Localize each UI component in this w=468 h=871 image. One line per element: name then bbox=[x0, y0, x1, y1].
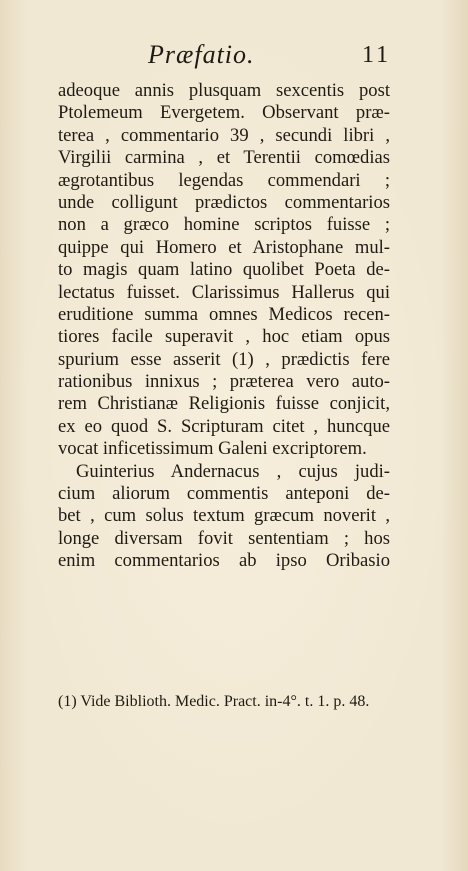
page-number: 11 bbox=[362, 42, 392, 68]
text-line: vocat inficetissimum Galeni excriptorem. bbox=[58, 438, 367, 460]
body-text bbox=[58, 80, 390, 573]
text-line: lectatus fuisset. Clarissimus Hallerus qui bbox=[58, 281, 390, 303]
footnote: (1) Vide Biblioth. Medic. Pract. in-4°. t. 1. p. 48. bbox=[58, 693, 370, 710]
page-header bbox=[0, 40, 468, 74]
text-line: terea , commentario 39 , secundi libri , bbox=[58, 124, 390, 146]
text-line: ægrotantibus legendas commendari ; bbox=[58, 169, 390, 191]
paragraph-first-line: Guinterius Andernacus , cujus judi- bbox=[76, 460, 390, 482]
text-line: rationibus innixus ; præterea vero auto- bbox=[58, 371, 390, 393]
text-line: eruditione summa omnes Medicos recen- bbox=[58, 303, 390, 325]
text-line: rem Christianæ Religionis fuisse conjicit, bbox=[58, 393, 390, 415]
text-line: unde colligunt prædictos commentarios bbox=[58, 191, 390, 213]
text-line: ex eo quod S. Scripturam citet , huncque bbox=[58, 415, 390, 437]
text-line: quippe qui Homero et Aristophane mul- bbox=[58, 236, 390, 258]
text-line: Ptolemeum Evergetem. Observant præ- bbox=[58, 102, 390, 124]
text-line: bet , cum solus textum græcum noverit , bbox=[58, 505, 390, 527]
text-line: spurium esse asserit (1) , prædictis fere bbox=[58, 348, 390, 370]
text-line: non a græco homine scriptos fuisse ; bbox=[58, 214, 390, 236]
text-line: adeoque annis plusquam sexcentis post bbox=[58, 80, 390, 101]
text-line: longe diversam fovit sententiam ; hos bbox=[58, 527, 390, 549]
text-line: to magis quam latino quolibet Poeta de- bbox=[58, 259, 390, 281]
running-title: Præfatio. bbox=[148, 40, 255, 69]
text-line: enim commentarios ab ipso Oribasio bbox=[58, 550, 390, 572]
text-line: Virgilii carmina , et Terentii comœdias bbox=[58, 147, 390, 169]
text-line: tiores facile superavit , hoc etiam opus bbox=[58, 326, 390, 348]
text-line: cium aliorum commentis anteponi de- bbox=[58, 483, 390, 505]
